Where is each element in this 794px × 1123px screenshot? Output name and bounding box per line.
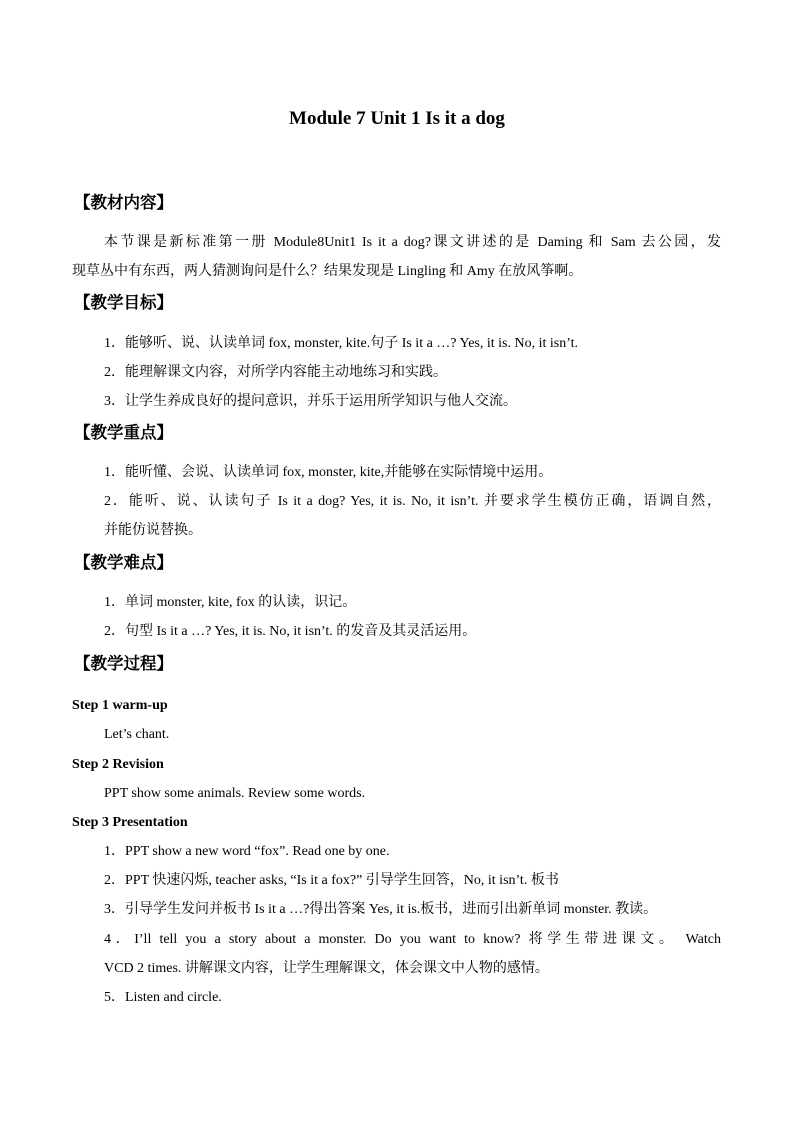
step-3-line-5: 5．Listen and circle. — [104, 990, 222, 1005]
section-heading-content: 【教材内容】 — [74, 193, 173, 212]
step-3-line-4: 4．I’ll tell you a story about a monster. Do you want to know? 将学生带进课文。 Watch — [104, 932, 721, 947]
key-point-item-2-cont: 并能仿说替换。 — [104, 523, 202, 538]
content-line-2: 现草丛中有东西，两人猜测询问是什么？结果发现是 Lingling 和 Amy 在放风筝啊。 — [72, 264, 583, 279]
step-3-line-2: 2．PPT 快速闪烁, teacher asks, “Is it a fox?” 引导学生回答，No, it isn’t. 板书 — [104, 873, 559, 888]
step-3-line-4-cont: VCD 2 times. 讲解课文内容，让学生理解课文，体会课文中人物的感情。 — [104, 961, 549, 976]
section-heading-difficulties: 【教学难点】 — [74, 553, 173, 572]
key-point-item-1: 1．能听懂、会说、认读单词 fox, monster, kite,并能够在实际情境中运用。 — [104, 465, 553, 480]
step-1-title: Step 1 warm-up — [72, 698, 168, 713]
step-2-line: PPT show some animals. Review some words. — [104, 786, 366, 801]
step-1-line: Let’s chant. — [104, 727, 170, 742]
goal-item-2: 2．能理解课文内容，对所学内容能主动地练习和实践。 — [104, 365, 447, 380]
difficulty-item-2: 2．句型 Is it a …? Yes, it is. No, it isn’t. 的发音及其灵活运用。 — [104, 624, 477, 639]
page-title: Module 7 Unit 1 Is it a dog — [289, 108, 505, 129]
section-heading-process: 【教学过程】 — [74, 654, 173, 673]
difficulty-item-1: 1．单词 monster, kite, fox 的认读，识记。 — [104, 595, 357, 610]
step-3-title: Step 3 Presentation — [72, 815, 188, 830]
key-point-item-2: 2．能听、说、认读句子 Is it a dog? Yes, it is. No, it isn’t. 并要求学生模仿正确，语调自然， — [104, 494, 721, 509]
step-3-line-1: 1．PPT show a new word “fox”. Read one by one. — [104, 844, 390, 859]
content-line-1: 本节课是新标准第一册 Module8Unit1 Is it a dog?课文讲述的是 Daming 和 Sam 去公园，发 — [104, 235, 721, 250]
step-3-line-3: 3．引导学生发问并板书 Is it a …?得出答案 Yes, it is.板书，进而引出新单词 monster. 教读。 — [104, 902, 658, 917]
goal-item-1: 1．能够听、说、认读单词 fox, monster, kite.句子 Is it a …? Yes, it is. No, it isn’t. — [104, 336, 579, 351]
goal-item-3: 3．让学生养成良好的提问意识，并乐于运用所学知识与他人交流。 — [104, 394, 517, 409]
step-2-title: Step 2 Revision — [72, 757, 164, 772]
section-heading-key-points: 【教学重点】 — [74, 423, 173, 442]
section-heading-goals: 【教学目标】 — [74, 293, 173, 312]
